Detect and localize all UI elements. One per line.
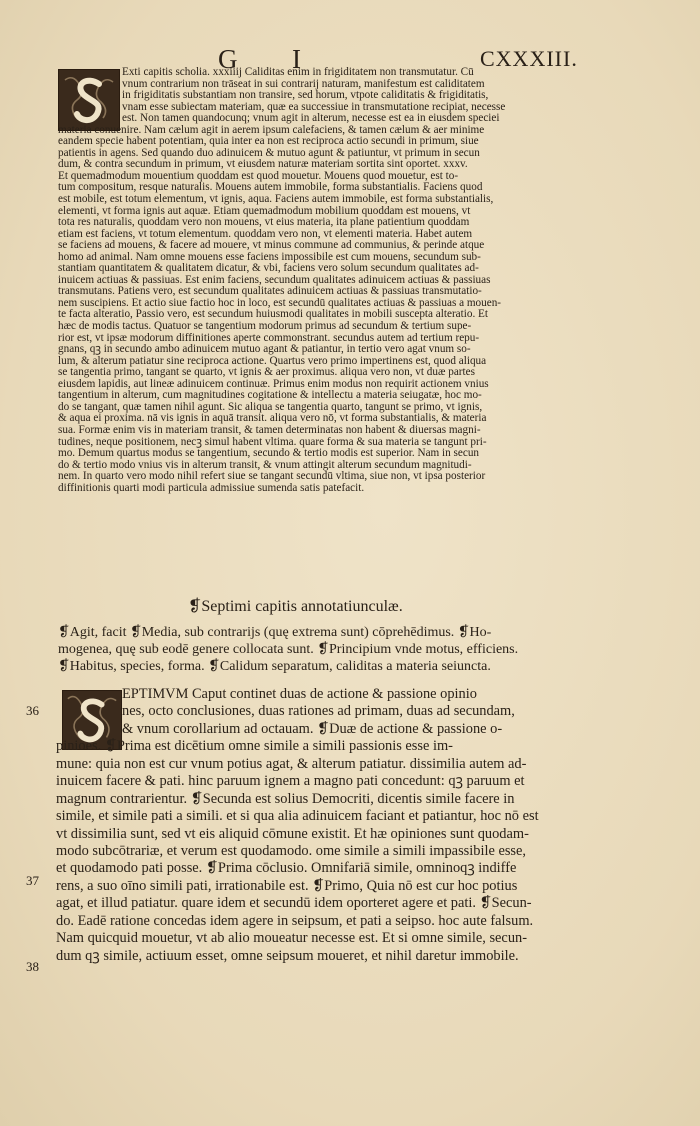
text-line: nem suscipiens. Et actio siue factio hoc in loco, est secundū qualitates actiuas & passiuas a mouen- xyxy=(58,297,502,309)
text-line: rior est, vt ipsæ modorum diffinitiones aperte commonstrant. secundus autem ad tertium repu- xyxy=(58,332,480,344)
margin-number: 37 xyxy=(26,873,39,888)
text-line: stantiam quantitatem & qualitatem dicatur, & vbi, faciens vero solum secundum qualitates ad- xyxy=(58,263,479,275)
text-line: et quodamodo pati posse. ❡Prima cōclusio. Omnifariā simile, omninoqꝫ indiffe xyxy=(56,860,517,877)
text-line: ❡Agit, facit ❡Media, sub contrarijs (quę extrema sunt) cōprehēdimus. ❡Ho- xyxy=(58,625,492,640)
text-line: lum, & alterum patiatur sine reciproca actione. Quartus vero primo impertinens est, quod aliqua xyxy=(58,355,487,367)
text-line: EPTIMVM Caput continet duas de actione & passione opinio xyxy=(122,686,477,702)
text-line: materia conuenire. Nam cælum agit in aerem ipsum calefaciens, & tamen cælum & aer minime xyxy=(58,124,485,136)
text-line: modo subcōtrariæ, et verum est quodamodo. ome simile a simili impassibile esse, xyxy=(56,842,527,859)
margin-number: 36 xyxy=(26,703,39,718)
text-line: tangentium in alterum, cum magnitudines cogitatione & intellectu a materia seiugatæ, hoc mo- xyxy=(58,390,482,402)
text-line: vt dissimilia sunt, sed vt eis aliquid cōmune existit. Et hæ opiniones sunt quodam- xyxy=(56,825,529,842)
text-line: tudines, neque positionem, necꝫ simul habent vltima. quare forma & sua materia se tangunt pri- xyxy=(58,436,487,448)
text-line: eiusdem lapidis, aut lineæ adinuicem continuæ. Primus enim modus non requirit actionem vnius xyxy=(58,378,489,390)
margin-number: 38 xyxy=(26,959,39,974)
text-line: transmutans. Patiens vero, est secundum qualitates adinuicem actiuas & passiuas transmutatio- xyxy=(58,286,482,298)
scholia-text-block xyxy=(58,67,574,494)
text-line: gnans, qꝫ in secundo ambo adinuicem mutuo agant & patiantur, in tertio vero agat vnum so- xyxy=(58,344,471,356)
text-line: eandem specie habent potentiam, quia inter ea non est reciproca actio secundi in primum, siue xyxy=(58,136,479,148)
text-line: & aqua ei proxima. nā vis ignis in aquā transit. aliqua vero nō, vt forma substantialis, & materia xyxy=(58,413,487,425)
text-line: est mobile, est totum elementum, vt ignis, aqua. Faciens autem immobile, est forma substantialis, xyxy=(58,194,494,206)
text-line: mune: quia non est cur vnum potius agat, & alterum patiatur. dissimilia autem ad- xyxy=(56,755,527,772)
text-line: do & tertio modo vnius vis in alterum transit, & vnum attingit alterum secundum magnitudi- xyxy=(58,459,472,471)
text-line: mogenea, quę sub eodē genere collocata sunt. ❡Principium vnde motus, efficiens. xyxy=(58,642,519,658)
text-line: in frigiditatis substantiam non transire, sed horum, vtpote caliditatis & frigiditatis, xyxy=(122,90,489,102)
signature-letter: G xyxy=(218,44,239,74)
text-line: rens, a suo oīno simili pati, irrationabile est. ❡Primo, Quia nō est cur hoc potius xyxy=(56,877,518,894)
text-line: se tangentia primo, tangant se quarto, vt ignis & aer proximus. aliqua vero non, vt duæ partes xyxy=(58,367,475,379)
text-line: mo. Demum quartus modus se tangentium, secundo & tertio modis est superior. Nam in secun xyxy=(58,448,480,460)
section-heading: ❡Septimi capitis annotatiunculæ. xyxy=(188,598,403,615)
text-line: nes, octo conclusiones, duas rationes ad primam, duas ad secundam, xyxy=(122,703,515,720)
text-line: elementi, vt forma ignis aut aquæ. Etiam quemadmodum mobilium quoddam est mouens, vt xyxy=(58,205,471,217)
annotations-block xyxy=(58,624,578,676)
text-line: Exti capitis scholia. xxxiiij Caliditas enim in frigiditatem non transmutatur. Cū xyxy=(122,67,474,78)
text-line: do. Eadē ratione concedas idem agere in seipsum, et pati a seipso. hoc aute falsum. xyxy=(56,912,534,929)
text-line: Nam quicquid mouetur, vt ab alio moueatur necesse est. Et si omne simile, secun- xyxy=(56,930,527,947)
text-line: pinioes. ❡Prima est dicētium omne simile a simili passionis esse im- xyxy=(56,738,453,755)
text-line: est. Non tamen quandocunq; vnum agit in alterum, necesse est ea in eiusdem speciei xyxy=(122,113,500,125)
text-line: diffinitionis quarti modi particula admissiue sumenda satis patefacit. xyxy=(58,482,365,494)
folio-number: CXXXIII. xyxy=(480,46,578,71)
text-line: dum qꝫ simile, actiuum esset, omne seipsum moueret, et nihil daretur immobile. xyxy=(56,947,519,964)
text-line: simile, et simile pati a simili. et si qua alia adinuicem faciant et patiantur, hoc nō est xyxy=(56,808,539,825)
text-line: hæc de modis tactus. Quatuor se tangentium modorum primus ad secundum & tertium supe- xyxy=(58,321,472,333)
text-line: vnam esse subiectam materiam, quæ ea successiue in transmutatione recipiat, necesse xyxy=(122,101,506,113)
chapter-text-block xyxy=(56,686,580,965)
text-line: homo ad animal. Nam omne mouens esse faciens impossibile est cum mouens, secundum sub- xyxy=(58,251,481,263)
text-line: etiam est faciens, vt totum elementum. quoddam vero non, vt elementi materia. Habet autem xyxy=(58,228,473,240)
text-line: sua. Formæ enim vis in materiam transit, & tamen determinatas non habent & diuersas magni- xyxy=(58,424,481,436)
text-line: inuicem facere & pati. hinc paruum ignem a magno pati concedunt: qꝫ paruum et xyxy=(56,773,525,790)
text-line: dum, & contra secundum in primum, vt eiusdem naturæ materiam sortita sint oportet. xxxv. xyxy=(58,159,468,171)
text-line: inuicem actiuas & passiuas. Est enim faciens, secundum qualitates adinuicem actiuas & passiuas xyxy=(58,274,491,286)
text-line: Et quemadmodum mouentium quoddam est quod mouetur. Mouens quod mouetur, est to- xyxy=(58,170,459,182)
text-line: tum compositum, resque naturalis. Mouens autem immobile, forma substantialis. Faciens quod xyxy=(58,182,483,194)
text-line: agat, et illud patiatur. quare idem et secundū idem oporteret agere et pati. ❡Secun- xyxy=(56,895,532,912)
text-line: ❡Habitus, species, forma. ❡Calidum separatum, caliditas a materia seiuncta. xyxy=(58,659,491,675)
text-line: patientis in agens. Sed quando duo adinuicem & mutuo agunt & patiuntur, vt primum in secun xyxy=(58,147,480,159)
text-line: & vnum corollarium ad octauam. ❡Duæ de actione & passione o- xyxy=(122,720,503,737)
signature-number: I xyxy=(292,44,301,74)
text-line: tota res naturalis, quoddam vero non mouens, vt eius materia, ita plane patientium quoddam xyxy=(58,217,470,229)
text-line: vnum contrarium non trāseat in sui contrarij naturam, manifestum est caliditatem xyxy=(122,78,485,90)
text-line: nem. In quarto vero modo nihil refert siue se tangant secundū vltima, siue non, vt ipsa posterior xyxy=(58,471,486,483)
text-line: te facta alteratio, Passio vero, est secundum huiusmodi qualitates in mobili suscepta alteratio. Et xyxy=(58,309,488,321)
text-line: do se tangant, quæ tamen nihil agunt. Sic aliqua se tangentia quarto, tangunt se primo, vt ignis, xyxy=(58,401,483,413)
text-line: magnum contrarientur. ❡Secunda est solius Democriti, dicentis simile facere in xyxy=(56,790,515,807)
text-line: se faciens ad mouens, & facere ad mouere, vt minus commune ad communius, & perinde atque xyxy=(58,240,485,252)
